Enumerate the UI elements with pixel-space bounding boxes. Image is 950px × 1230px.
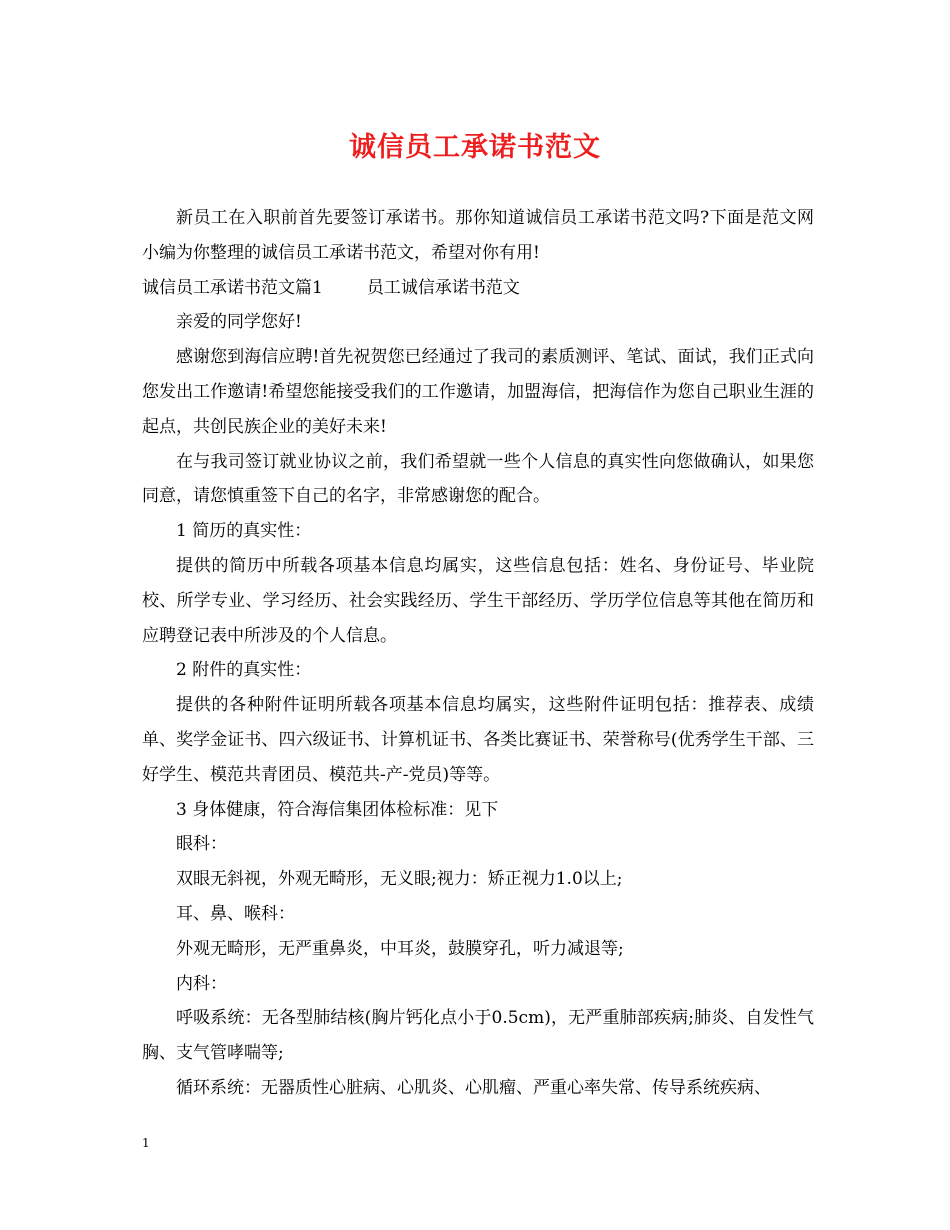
section-heading-right: 员工诚信承诺书范文	[366, 277, 520, 298]
eye-paragraph: 双眼无斜视，外观无畸形，无义眼;视力：矫正视力1.0以上;	[176, 869, 623, 890]
section-heading-line	[142, 271, 814, 306]
document-body	[142, 201, 814, 1106]
health-heading: 3 身体健康，符合海信集团体检标准：见下	[176, 799, 499, 820]
respiratory-paragraph: 呼吸系统：无各型肺结核(胸片钙化点小于0.5cm)，无严重肺部疾病;肺炎、自发性气胸、支气管哮喘等;	[142, 1008, 814, 1064]
internal-heading: 内科：	[176, 973, 227, 994]
thanks-paragraph: 感谢您到海信应聘!首先祝贺您已经通过了我司的素质测评、笔试、面试，我们正式向您发出工作邀请!希望您能接受我们的工作邀请，加盟海信，把海信作为您自己职业生涯的起点，共创民族企业的美好未来!	[142, 347, 814, 437]
attachment-paragraph: 提供的各种附件证明所载各项基本信息均属实，这些附件证明包括：推荐表、成绩单、奖学金证书、四六级证书、计算机证书、各类比赛证书、荣誉称号(优秀学生干部、三好学生、模范共青团员、模范共-产-党员)等等。	[142, 695, 814, 785]
document-title: 诚信员工承诺书范文	[349, 132, 601, 163]
greeting-paragraph: 亲爱的同学您好!	[176, 312, 302, 333]
ent-heading: 耳、鼻、喉科：	[176, 903, 295, 924]
confirmation-paragraph: 在与我司签订就业协议之前，我们希望就一些个人信息的真实性向您做确认，如果您同意，请您慎重签下自己的名字，非常感谢您的配合。	[142, 451, 814, 507]
page-number: 1	[142, 1136, 150, 1150]
ent-paragraph: 外观无畸形，无严重鼻炎，中耳炎，鼓膜穿孔，听力减退等;	[176, 938, 624, 959]
attachment-heading: 2 附件的真实性：	[176, 660, 312, 681]
resume-heading: 1 简历的真实性：	[176, 521, 312, 542]
eye-heading: 眼科：	[176, 834, 227, 855]
section-heading-left: 诚信员工承诺书范文篇1	[142, 277, 323, 298]
circulatory-paragraph: 循环系统：无器质性心脏病、心肌炎、心肌瘤、严重心率失常、传导系统疾病、	[176, 1077, 771, 1098]
intro-paragraph: 新员工在入职前首先要签订承诺书。那你知道诚信员工承诺书范文吗?下面是范文网小编为你整理的诚信员工承诺书范文，希望对你有用!	[142, 208, 814, 263]
resume-paragraph: 提供的简历中所载各项基本信息均属实，这些信息包括：姓名、身份证号、毕业院校、所学专业、学习经历、社会实践经历、学生干部经历、学历学位信息等其他在简历和应聘登记表中所涉及的个人信息。	[142, 555, 814, 646]
